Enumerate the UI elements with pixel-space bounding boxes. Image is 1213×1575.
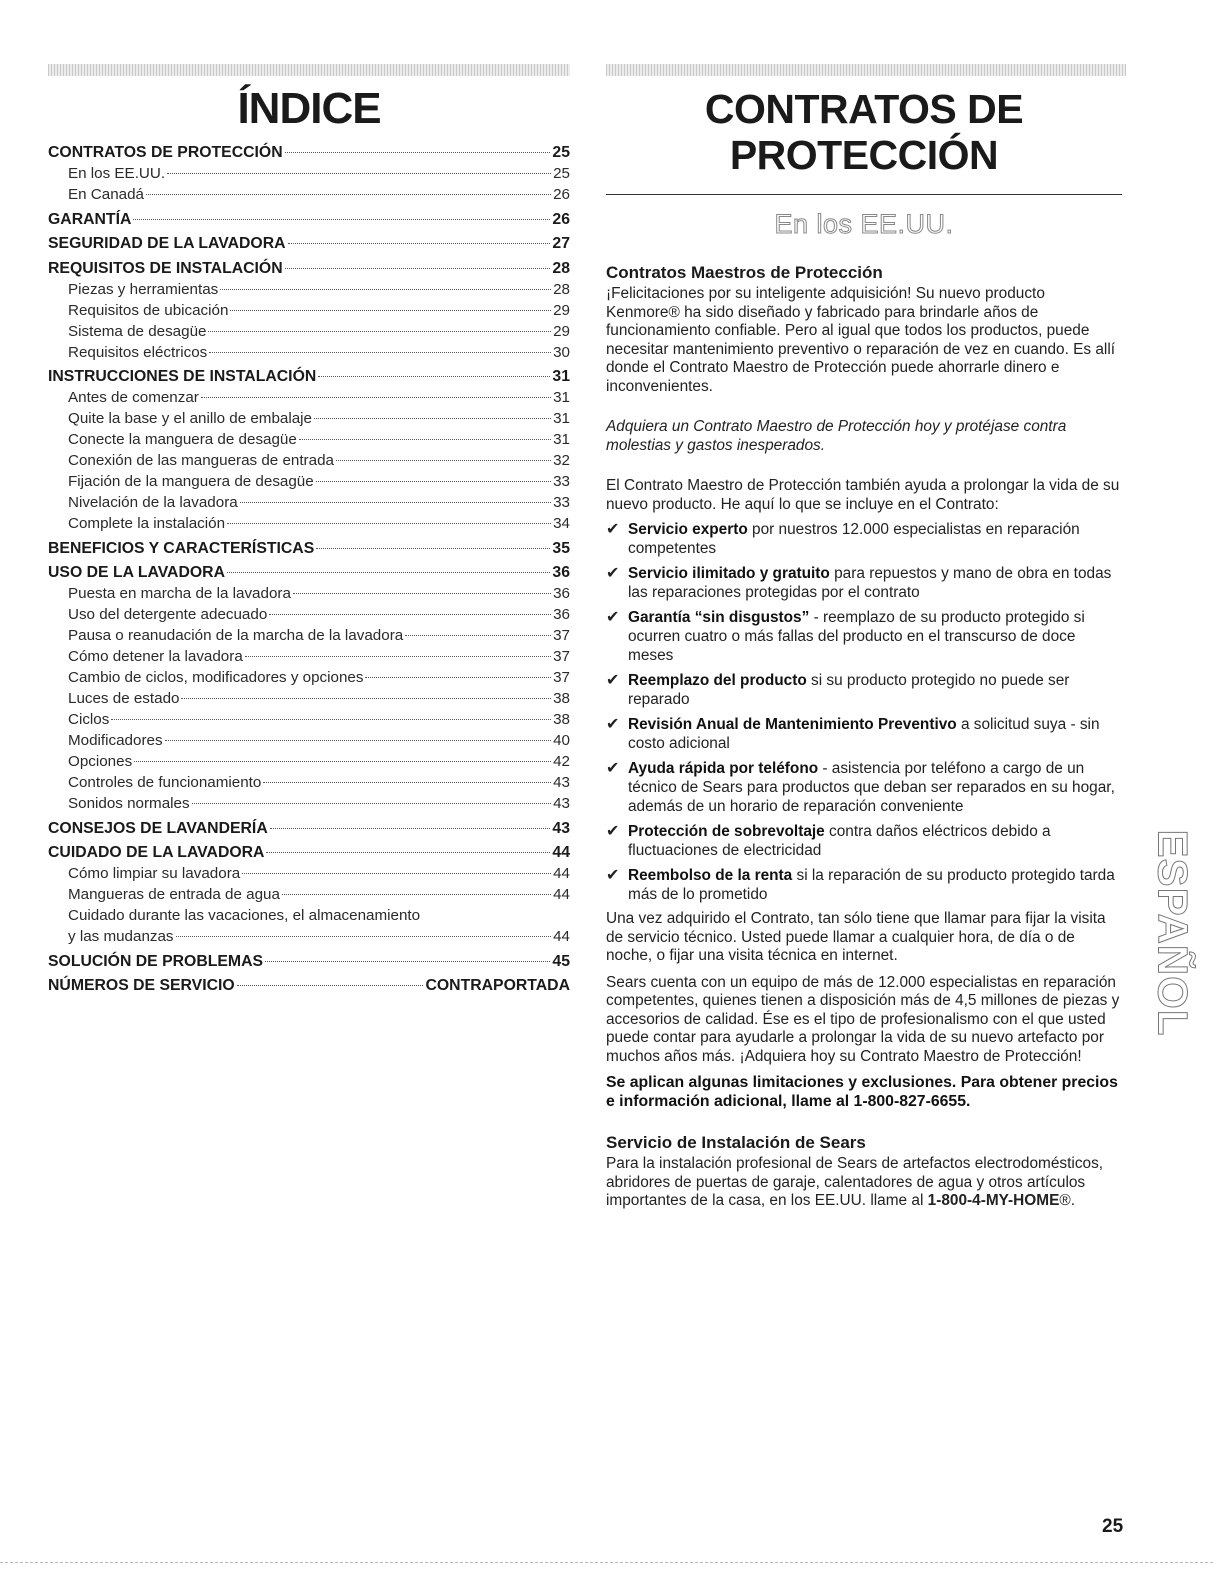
toc-entry-page: 29	[553, 322, 570, 340]
toc-entry-page: 43	[553, 795, 570, 812]
toc-entry	[48, 429, 570, 450]
benefit-description: si su producto protegido no puede ser reparado	[628, 672, 1070, 708]
toc-entry	[48, 730, 570, 751]
benefit-item	[606, 715, 1122, 753]
toc-entry-label: Nivelación de la lavadora	[68, 494, 238, 511]
toc-leader-dots	[176, 936, 552, 937]
checkmark-icon: ✔	[606, 609, 620, 626]
toc-leader-dots	[165, 740, 552, 741]
checkmark-icon: ✔	[606, 672, 620, 689]
toc-leader-dots	[269, 614, 551, 615]
benefit-text	[628, 866, 1122, 904]
toc-entry-page: 43	[553, 774, 570, 791]
benefit-title: Revisión Anual de Mantenimiento Preventivo	[628, 716, 957, 733]
toc-entry	[48, 604, 570, 625]
toc-leader-dots	[282, 894, 551, 895]
installation-heading: Servicio de Instalación de Sears	[606, 1133, 866, 1152]
toc-entry-page: 31	[553, 410, 570, 427]
toc-entry	[48, 184, 570, 205]
toc-entry-page: 42	[553, 753, 570, 770]
toc-entry-label: Conexión de las mangueras de entrada	[68, 452, 334, 469]
installation-phone: 1-800-4-MY-HOME	[927, 1192, 1060, 1209]
toc-leader-dots	[314, 418, 551, 419]
toc-entry-label: Antes de comenzar	[68, 389, 199, 406]
toc-entry-page: 34	[553, 515, 570, 532]
toc-entry	[48, 492, 570, 513]
toc-entry-label: USO DE LA LAVADORA	[48, 564, 225, 581]
contracts-column	[606, 84, 1122, 1211]
benefit-title: Reembolso de la renta	[628, 867, 793, 884]
toc-entry-label: Requisitos eléctricos	[68, 343, 208, 361]
toc-entry-label: Quite la base y el anillo de embalaje	[68, 410, 312, 427]
toc-leader-dots	[316, 548, 550, 549]
toc-entry-label: Pausa o reanudación de la marcha de la lavadora	[68, 627, 404, 644]
toc-entry-page: 26	[553, 186, 570, 203]
table-of-contents	[48, 142, 570, 996]
toc-entry	[48, 562, 570, 583]
toc-leader-dots	[146, 194, 551, 195]
benefit-description: a solicitud suya - sin costo adicional	[628, 716, 1100, 752]
toc-entry-page: 35	[552, 539, 570, 557]
toc-entry-label: Luces de estado	[68, 690, 180, 707]
toc-leader-dots	[299, 439, 551, 440]
toc-entry	[48, 513, 570, 534]
index-column	[48, 84, 570, 996]
toc-entry-label: Modificadores	[68, 732, 163, 749]
toc-entry-label: Piezas y herramientas	[68, 280, 219, 298]
checkmark-icon: ✔	[606, 760, 620, 777]
toc-leader-dots	[242, 873, 551, 874]
region-subtitle: En los EE.UU.	[774, 209, 954, 239]
toc-entry-label: Cómo detener la lavadora	[68, 648, 243, 665]
toc-leader-dots	[336, 460, 551, 461]
toc-leader-dots	[365, 677, 551, 678]
checkmark-icon: ✔	[606, 521, 620, 538]
toc-leader-dots	[316, 481, 551, 482]
page-number: 25	[1102, 1516, 1124, 1537]
benefit-description: - reemplazo de su producto protegido si ocurren cuatro o más fallas del producto en el transcurso de doce meses	[628, 609, 1085, 664]
toc-entry-page: 33	[553, 473, 570, 490]
intro-paragraph: ¡Felicitaciones por su inteligente adquisición! Su nuevo producto Kenmore® ha sido diseñado y fabricado para brindarle años de funcionamiento confiable. Pero al igual que todos los productos, puede necesitar mantenimiento preventivo o reparación de vez en cuando. Es allí donde el Contrato Maestro de Protección puede ahorrarle dinero e inconvenientes.	[606, 285, 1116, 395]
toc-entry-page: 30	[553, 343, 570, 361]
toc-leader-dots	[293, 593, 551, 594]
toc-entry-page: 26	[552, 210, 570, 228]
toc-entry-page: CONTRAPORTADA	[425, 977, 570, 994]
toc-leader-dots	[201, 397, 551, 398]
toc-entry-label: Requisitos de ubicación	[68, 301, 229, 319]
toc-entry-label: Opciones	[68, 753, 133, 770]
benefit-text	[628, 520, 1122, 558]
toc-leader-dots	[285, 268, 551, 269]
installation-paragraph	[606, 1155, 1122, 1211]
toc-entry-page: 36	[552, 564, 570, 581]
toc-entry-page: 44	[553, 886, 570, 903]
toc-leader-dots	[111, 719, 551, 720]
toc-entry	[48, 884, 570, 905]
toc-entry-page: 44	[552, 844, 570, 861]
toc-leader-dots	[230, 310, 551, 311]
toc-entry-page: 37	[553, 627, 570, 644]
toc-entry-page: 43	[552, 819, 570, 837]
toc-entry-label: CUIDADO DE LA LAVADORA	[48, 844, 265, 861]
toc-entry	[48, 772, 570, 793]
benefit-title: Ayuda rápida por teléfono	[628, 760, 819, 777]
toc-leader-dots	[285, 152, 551, 153]
master-contracts-heading: Contratos Maestros de Protección	[606, 263, 883, 282]
toc-leader-dots	[220, 289, 551, 290]
left-header-bar	[48, 64, 570, 76]
toc-entry-page: 25	[552, 144, 570, 161]
toc-entry-page: 28	[552, 259, 570, 277]
benefits-list	[606, 520, 1122, 904]
toc-leader-dots	[133, 219, 550, 220]
benefit-item	[606, 520, 1122, 558]
toc-entry-page: 36	[553, 606, 570, 623]
toc-entry	[48, 951, 570, 972]
index-title: ÍNDICE	[237, 84, 381, 133]
toc-entry-page: 36	[553, 585, 570, 602]
toc-leader-dots	[167, 173, 551, 174]
benefit-description: contra daños eléctricos debido a fluctuaciones de electricidad	[628, 823, 1051, 859]
toc-leader-dots	[181, 698, 551, 699]
toc-entry-page: 27	[552, 235, 570, 252]
benefit-description: si la reparación de su producto protegido tarda más de lo prometido	[628, 867, 1115, 903]
toc-entry	[48, 583, 570, 604]
toc-entry	[48, 471, 570, 492]
italic-note: Adquiera un Contrato Maestro de Protección hoy y protéjase contra molestias y gastos inesperados.	[606, 418, 1067, 454]
installation-suffix: ®.	[1059, 1192, 1075, 1209]
toc-entry	[48, 321, 570, 342]
toc-leader-dots	[240, 502, 551, 503]
toc-entry-page: 32	[553, 452, 570, 469]
toc-entry	[48, 688, 570, 709]
benefit-text	[628, 564, 1122, 602]
toc-entry-label: Sonidos normales	[68, 795, 190, 812]
toc-entry	[48, 366, 570, 387]
toc-entry-label: En los EE.UU.	[68, 165, 166, 182]
toc-entry-label: Cómo limpiar su lavadora	[68, 865, 241, 882]
toc-leader-dots	[192, 803, 552, 804]
toc-entry-page: 38	[553, 690, 570, 707]
toc-entry	[48, 793, 570, 814]
benefit-item	[606, 671, 1122, 709]
toc-entry	[48, 863, 570, 884]
toc-entry	[48, 905, 570, 926]
benefit-item	[606, 759, 1122, 816]
benefit-description: - asistencia por teléfono a cargo de un técnico de Sears para productos que deban ser reparados en su hogar, además de un horario de reparación conveniente	[628, 760, 1115, 815]
toc-entry-label: Conecte la manguera de desagüe	[68, 431, 297, 448]
checkmark-icon: ✔	[606, 565, 620, 582]
contracts-title-line1: CONTRATOS DE	[704, 86, 1024, 132]
toc-entry	[48, 258, 570, 279]
toc-entry	[48, 667, 570, 688]
toc-entry-label: INSTRUCCIONES DE INSTALACIÓN	[48, 368, 317, 385]
toc-entry	[48, 646, 570, 667]
benefit-text	[628, 608, 1122, 665]
checkmark-icon: ✔	[606, 716, 620, 733]
toc-entry	[48, 625, 570, 646]
benefit-title: Garantía “sin disgustos”	[628, 609, 810, 626]
toc-entry	[48, 842, 570, 863]
benefit-item	[606, 608, 1122, 665]
toc-leader-dots	[245, 656, 551, 657]
toc-entry-page: 29	[553, 301, 570, 319]
toc-entry-page: 38	[553, 711, 570, 728]
toc-leader-dots	[318, 376, 550, 377]
toc-leader-dots	[270, 828, 551, 829]
toc-entry	[48, 300, 570, 321]
sears-team-paragraph: Sears cuenta con un equipo de más de 12.000 especialistas en reparación competentes, quienes tienen a disposición más de 4,5 millones de piezas y accesorios de calidad. Ése es el tipo de profesionalismo con el que usted puede contar para ayudarle a prolongar la vida de su nuevo artefacto por muchos años más. ¡Adquiera hoy su Contrato Maestro de Protección!	[606, 973, 1120, 1065]
toc-leader-dots	[266, 852, 550, 853]
toc-leader-dots	[227, 523, 551, 524]
limitations-paragraph: Se aplican algunas limitaciones y exclusiones. Para obtener precios e información adicional, llame al 1-800-827-6655.	[606, 1074, 1118, 1110]
installation-text: Para la instalación profesional de Sears de artefactos electrodomésticos, abridores de puertas de garaje, calentadores de agua y otros artículos importantes de la casa, en los EE.UU. llame al	[606, 1155, 1104, 1209]
toc-entry	[48, 279, 570, 300]
toc-entry	[48, 387, 570, 408]
toc-entry-page: 37	[553, 648, 570, 665]
toc-entry	[48, 538, 570, 559]
toc-entry	[48, 209, 570, 230]
toc-entry-page: 28	[553, 280, 570, 298]
helps-paragraph: El Contrato Maestro de Protección también ayuda a prolongar la vida de su nuevo producto. He aquí lo que se incluye en el Contrato:	[606, 477, 1120, 513]
benefit-text	[628, 671, 1122, 709]
toc-entry	[48, 751, 570, 772]
toc-entry-label: SEGURIDAD DE LA LAVADORA	[48, 235, 286, 252]
toc-entry-page: 37	[553, 669, 570, 686]
toc-entry-label: BENEFICIOS Y CARACTERÍSTICAS	[48, 539, 315, 557]
toc-entry-label: Fijación de la manguera de desagüe	[68, 473, 314, 490]
toc-entry	[48, 926, 570, 947]
toc-leader-dots	[265, 961, 550, 962]
toc-leader-dots	[134, 761, 551, 762]
benefit-text	[628, 715, 1122, 753]
toc-entry	[48, 233, 570, 254]
toc-entry-label: CONTRATOS DE PROTECCIÓN	[48, 144, 283, 161]
toc-entry	[48, 709, 570, 730]
toc-entry-label: Cuidado durante las vacaciones, el almacenamiento	[68, 907, 421, 924]
toc-entry-label: Controles de funcionamiento	[68, 774, 262, 791]
toc-entry-page: 33	[553, 494, 570, 511]
toc-entry	[48, 818, 570, 839]
toc-entry-label: GARANTÍA	[48, 210, 132, 228]
title-divider	[606, 194, 1122, 195]
benefit-title: Servicio ilimitado y gratuito	[628, 565, 830, 582]
benefit-text	[628, 759, 1122, 816]
toc-entry-label: Puesta en marcha de la lavadora	[68, 585, 291, 602]
toc-entry-page: 44	[553, 865, 570, 882]
toc-entry	[48, 975, 570, 996]
toc-entry-page: 45	[552, 952, 570, 970]
toc-entry-page: 44	[553, 928, 570, 945]
checkmark-icon: ✔	[606, 867, 620, 884]
benefit-item	[606, 564, 1122, 602]
toc-entry-label: CONSEJOS DE LAVANDERÍA	[48, 819, 268, 837]
toc-entry-page: 31	[553, 389, 570, 406]
toc-entry	[48, 450, 570, 471]
toc-leader-dots	[263, 782, 551, 783]
benefit-description: por nuestros 12.000 especialistas en reparación competentes	[628, 521, 1080, 557]
toc-entry-page: 31	[553, 431, 570, 448]
benefit-item	[606, 866, 1122, 904]
toc-entry-label: En Canadá	[68, 186, 144, 203]
toc-entry-label: Mangueras de entrada de agua	[68, 886, 280, 903]
benefit-item	[606, 822, 1122, 860]
toc-entry-label: Cambio de ciclos, modificadores y opciones	[68, 669, 364, 686]
checkmark-icon: ✔	[606, 823, 620, 840]
toc-entry	[48, 142, 570, 163]
toc-entry	[48, 163, 570, 184]
toc-entry-page: 40	[553, 732, 570, 749]
toc-leader-dots	[209, 352, 551, 353]
toc-entry-label: NÚMEROS DE SERVICIO	[48, 977, 235, 994]
toc-entry-label: Sistema de desagüe	[68, 322, 207, 340]
toc-entry-label: REQUISITOS DE INSTALACIÓN	[48, 259, 283, 277]
toc-leader-dots	[288, 243, 551, 244]
toc-entry-label: Complete la instalación	[68, 515, 226, 532]
benefit-title: Servicio experto	[628, 521, 748, 538]
bottom-rule	[0, 1562, 1213, 1563]
benefit-description: para repuestos y mano de obra en todas las reparaciones protegidas por el contrato	[628, 565, 1112, 601]
toc-entry-label: Ciclos	[68, 711, 110, 728]
toc-entry-label: Uso del detergente adecuado	[68, 606, 268, 623]
toc-entry-label: SOLUCIÓN DE PROBLEMAS	[48, 952, 264, 970]
toc-entry	[48, 408, 570, 429]
language-side-tab	[1149, 815, 1197, 1051]
toc-entry-page: 25	[553, 165, 570, 182]
right-header-bar	[606, 64, 1126, 76]
benefit-title: Reemplazo del producto	[628, 672, 807, 689]
toc-leader-dots	[237, 985, 424, 986]
toc-entry-page: 31	[552, 368, 570, 385]
language-side-label: ESPAÑOL	[1149, 829, 1197, 1037]
benefit-text	[628, 822, 1122, 860]
toc-leader-dots	[208, 331, 551, 332]
toc-entry	[48, 342, 570, 363]
after-purchase-paragraph: Una vez adquirido el Contrato, tan sólo tiene que llamar para fijar la visita de servicio técnico. Usted puede llamar a cualquier hora, de día o de noche, o fijar una visita técnica en internet.	[606, 910, 1106, 964]
contracts-title-line2: PROTECCIÓN	[729, 132, 999, 178]
toc-leader-dots	[227, 572, 550, 573]
toc-leader-dots	[405, 635, 551, 636]
benefit-title: Protección de sobrevoltaje	[628, 823, 825, 840]
toc-entry-label: y las mudanzas	[68, 928, 174, 945]
